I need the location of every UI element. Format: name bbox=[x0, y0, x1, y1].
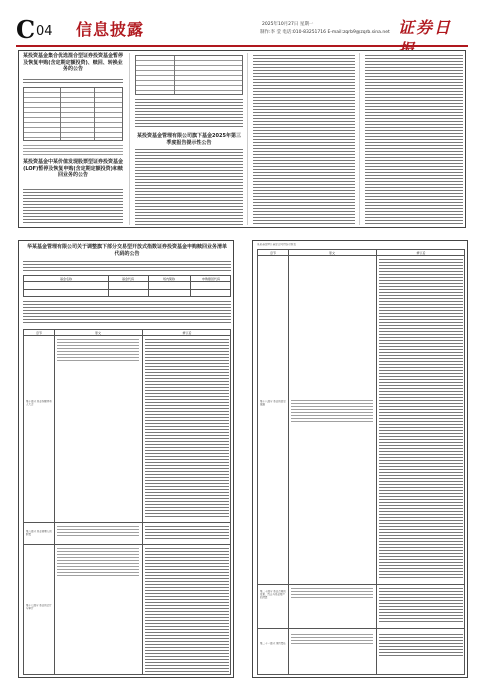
table-row-label: 第十部分 基金份额持有人大会 bbox=[26, 400, 52, 407]
table-header: 申购赎回代码 bbox=[201, 277, 220, 281]
section-number: 04 bbox=[36, 24, 53, 39]
announcement-body bbox=[23, 261, 231, 273]
column-rule bbox=[247, 53, 248, 225]
announcement-body bbox=[23, 79, 123, 85]
masthead bbox=[16, 16, 468, 44]
table-header: 原文 bbox=[328, 251, 335, 255]
table-row-label: 第八部分 基金管理人的职责 bbox=[26, 530, 52, 537]
top-announcement-panel bbox=[18, 50, 466, 228]
contract-amendment-table-continued bbox=[257, 249, 465, 675]
contact-line: 制作:李 莹 电话:010-83251716 E-mail:zqrb9@zqrb.sina.net bbox=[260, 30, 390, 35]
announcement-table-1 bbox=[23, 87, 123, 141]
bottom-right-announcement-panel bbox=[252, 240, 468, 678]
top-col-3 bbox=[251, 51, 357, 227]
table-header: 修订后 bbox=[182, 331, 192, 335]
table-header: 原文 bbox=[94, 331, 101, 335]
top-col-2 bbox=[133, 51, 245, 227]
table-header: 章节 bbox=[269, 251, 276, 255]
table-header: 基金代码 bbox=[121, 277, 134, 281]
bottom-left-announcement-panel bbox=[18, 240, 234, 678]
table-row-label: 第十八部分 基金的信息披露 bbox=[260, 400, 286, 407]
announcement-body bbox=[135, 149, 243, 225]
table-caption: 某某基金修订基金合同内容对照表 bbox=[257, 243, 296, 246]
announcement-title-2: 某投资基金中某价值发现股票型证券投资基金(LOF)暂停及恢复申购(含定期定额投资)和赎回业务的公告 bbox=[23, 159, 124, 178]
newspaper-logo: 证券日 bbox=[398, 18, 453, 37]
section-title: 信息披露 bbox=[76, 20, 145, 39]
table-header: 修订后 bbox=[416, 251, 426, 255]
announcement-title-1: 某投资基金集合优选混合型证券投资基金暂停及恢复申购(含定期定额投资)、赎回、转换业务的公告 bbox=[23, 53, 124, 72]
fund-code-table bbox=[23, 275, 231, 297]
column-rule bbox=[129, 53, 130, 225]
announcement-body bbox=[253, 55, 355, 225]
table-row-label: 第二十部分 基金合同的变更、终止与基金财产的清算 bbox=[260, 590, 286, 600]
date-line: 2025年10月27日 星期一 bbox=[262, 22, 314, 27]
top-col-1 bbox=[21, 51, 127, 227]
announcement-body bbox=[365, 55, 463, 225]
announcement-body bbox=[135, 99, 243, 129]
announcement-title-4: 华某基金管理有限公司关于调整旗下部分交易型开放式指数证券投资基金申购赎回业务清单代码的公告 bbox=[27, 244, 228, 257]
announcement-body bbox=[23, 189, 123, 225]
top-col-4 bbox=[363, 51, 465, 227]
announcement-title-3: 某投资基金管理有限公司旗下基金2025年第三季度报告提示性公告 bbox=[137, 133, 241, 146]
column-rule bbox=[359, 53, 360, 225]
table-header: 基金名称 bbox=[59, 277, 72, 281]
table-row-label: 第十七部分 基金的会计与审计 bbox=[26, 604, 52, 611]
announcement-table-2 bbox=[135, 55, 243, 95]
table-header: 场内简称 bbox=[162, 277, 175, 281]
contract-amendment-table bbox=[23, 329, 231, 675]
table-header: 章节 bbox=[35, 331, 42, 335]
announcement-body bbox=[23, 301, 231, 325]
announcement-body bbox=[23, 145, 123, 155]
table-row-label: 第二十一部分 违约责任 bbox=[260, 642, 286, 645]
header-divider bbox=[16, 45, 468, 47]
section-letter: C bbox=[16, 15, 36, 44]
